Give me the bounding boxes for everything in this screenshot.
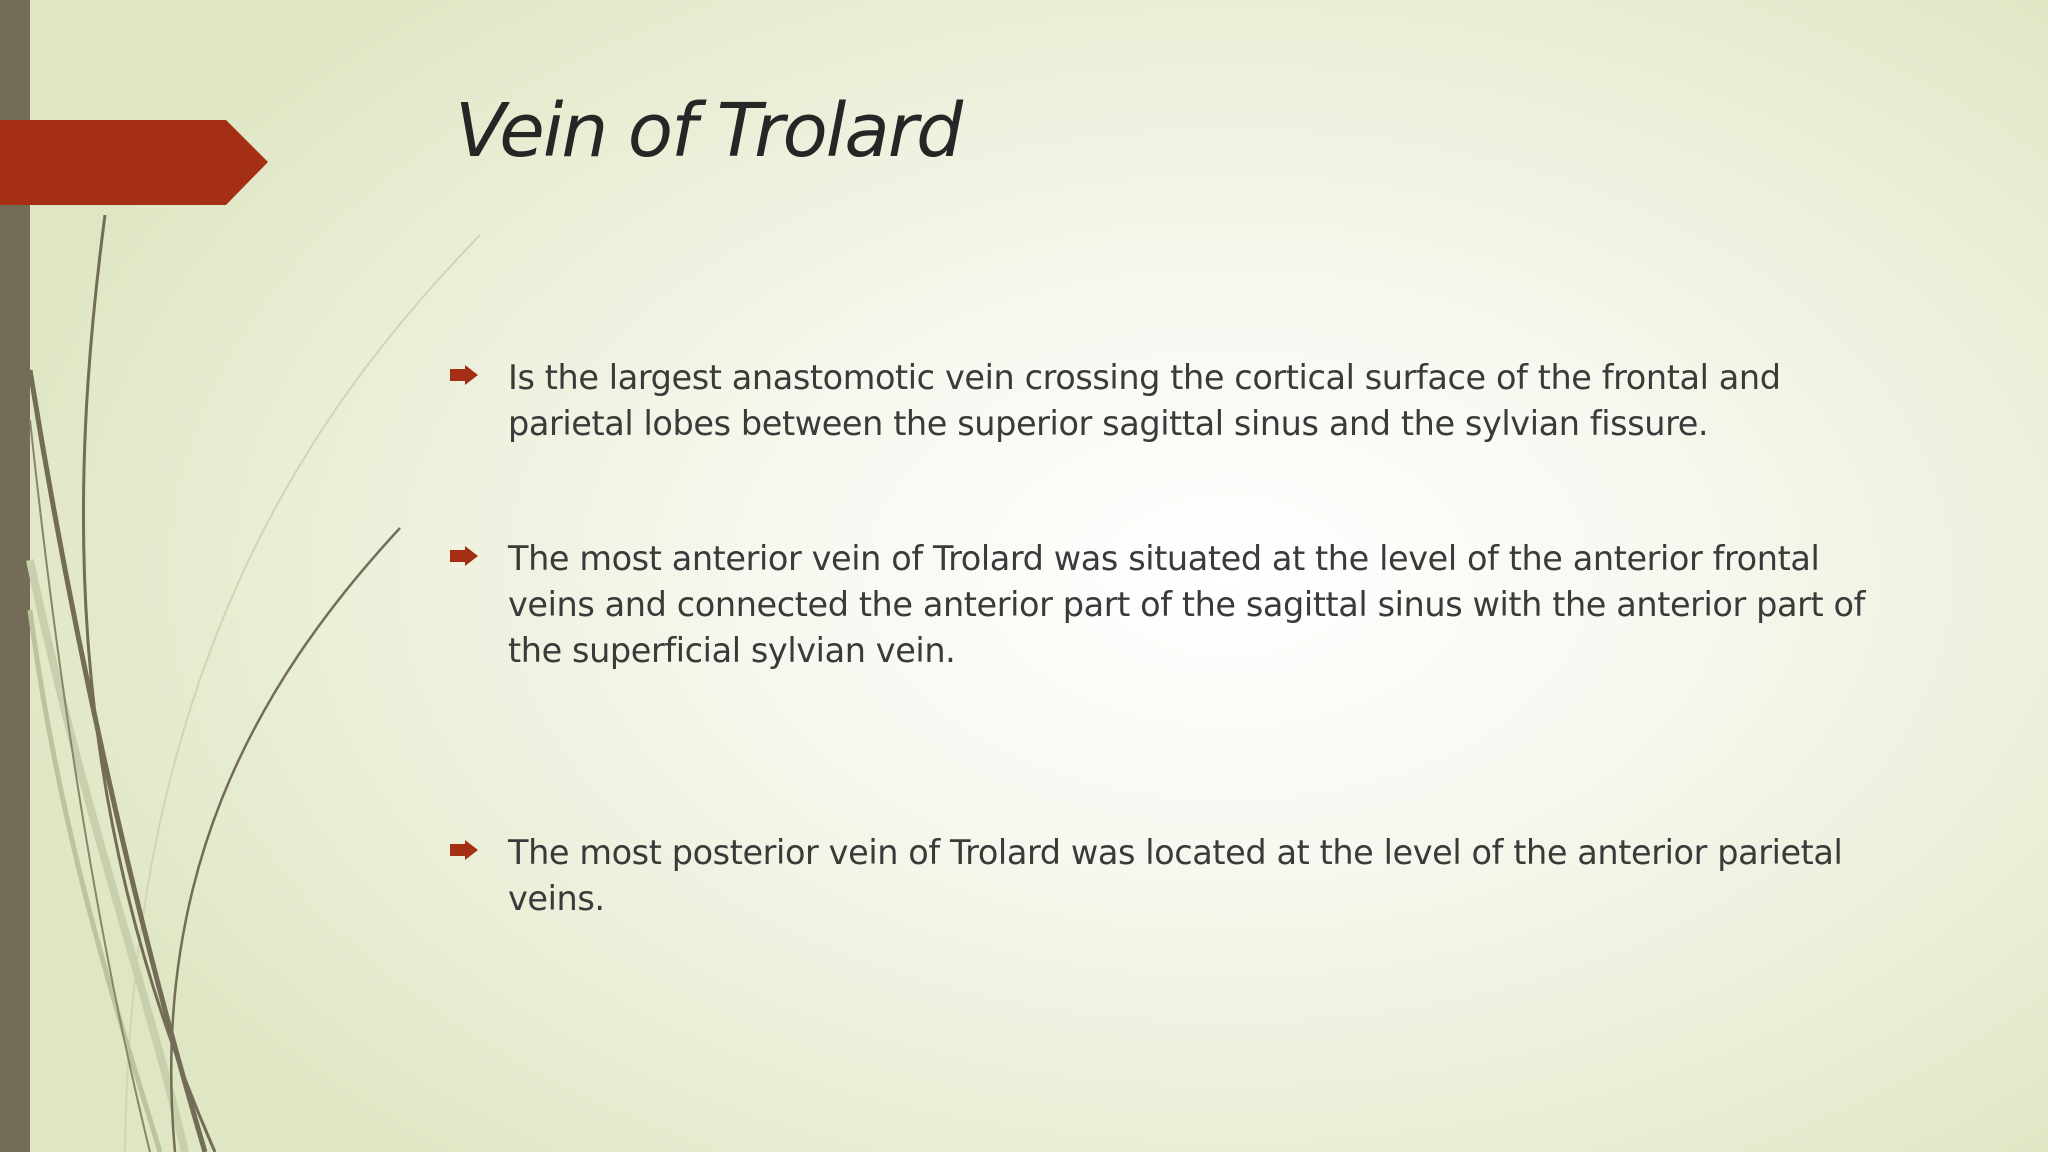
slide-title: Vein of Trolard <box>455 88 962 174</box>
bullet-item <box>450 536 1910 674</box>
right-arrow-bullet-icon <box>450 365 478 385</box>
right-arrow-bullet-icon <box>450 840 478 860</box>
bullet-text: The most anterior vein of Trolard was situated at the level of the anterior frontal veins and connected the anterior part of the sagittal sinus with the anterior part of the superficial sylvian vein. <box>508 539 1865 670</box>
bullet-text: The most posterior vein of Trolard was located at the level of the anterior parietal veins. <box>508 833 1843 918</box>
bullet-item <box>450 355 1910 447</box>
right-arrow-bullet-icon <box>450 546 478 566</box>
bullet-item <box>450 830 1910 922</box>
bullet-text: Is the largest anastomotic vein crossing the cortical surface of the frontal and parietal lobes between the superior sagittal sinus and the sylvian fissure. <box>508 358 1781 443</box>
title-accent-tab <box>0 120 268 205</box>
